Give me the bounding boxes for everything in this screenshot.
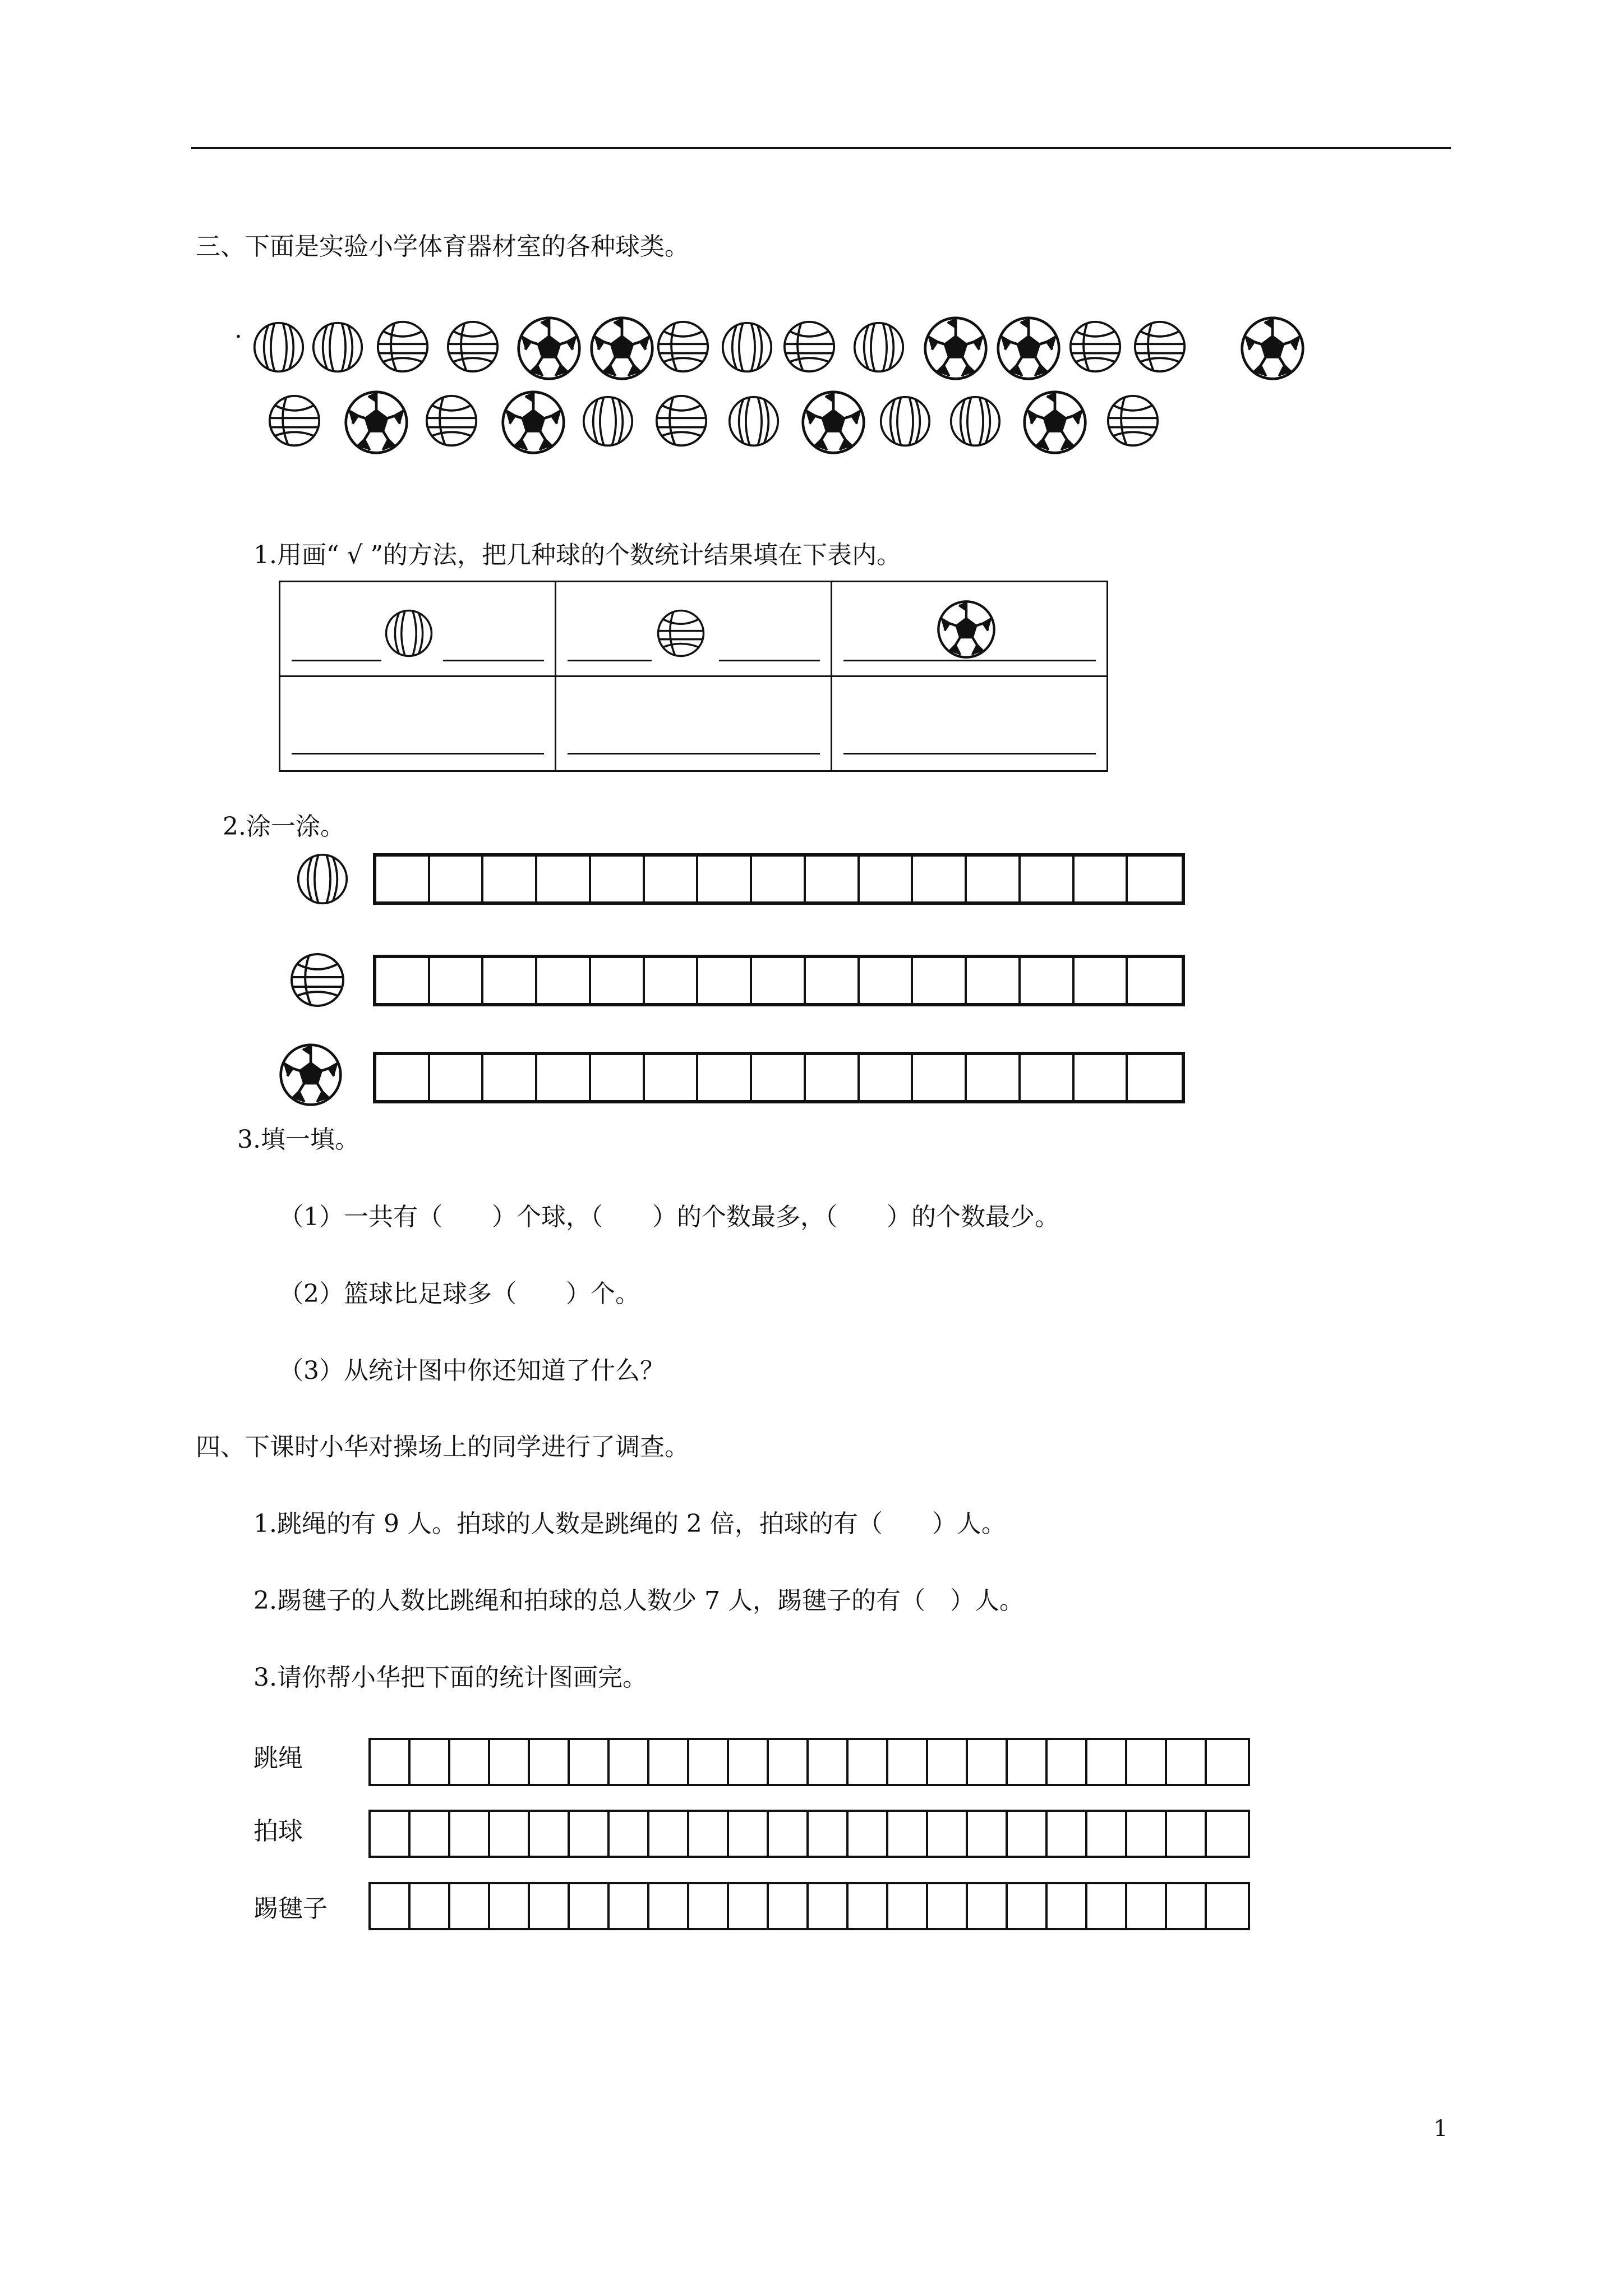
- volleyball-icon: [311, 321, 364, 374]
- grid-cell[interactable]: [806, 857, 860, 901]
- soccer-ball-icon: [1239, 315, 1306, 381]
- header-rule: [191, 147, 1451, 149]
- grid-row-ball-bouncing[interactable]: [368, 1810, 1250, 1858]
- grid-cell[interactable]: [1207, 1884, 1247, 1928]
- grid-cell[interactable]: [376, 857, 430, 901]
- grid-cell[interactable]: [967, 1055, 1021, 1100]
- grid-cell[interactable]: [1087, 1740, 1127, 1784]
- q3-2-text: （2）篮球比足球多（ ）个。: [279, 1280, 640, 1308]
- grid-cell[interactable]: [698, 1055, 752, 1100]
- grid-cell[interactable]: [1008, 1812, 1048, 1856]
- grid-cell[interactable]: [967, 857, 1021, 901]
- tally-cell-soccer[interactable]: [832, 677, 1108, 771]
- grid-cell[interactable]: [806, 1055, 860, 1100]
- grid-cell[interactable]: [1127, 1812, 1167, 1856]
- soccer-ball-icon: [589, 315, 655, 381]
- grid-cell[interactable]: [769, 1884, 809, 1928]
- grid-cell[interactable]: [1127, 1884, 1167, 1928]
- soccer-ball-icon: [995, 315, 1062, 381]
- grid-cell[interactable]: [649, 1884, 689, 1928]
- grid-cell[interactable]: [968, 1812, 1008, 1856]
- grid-cell[interactable]: [570, 1884, 610, 1928]
- grid-cell[interactable]: [769, 1740, 809, 1784]
- grid-cell[interactable]: [809, 1884, 849, 1928]
- volleyball-icon: [879, 395, 932, 448]
- grid-row-shuttlecock[interactable]: [368, 1882, 1250, 1930]
- grid-cell[interactable]: [967, 958, 1021, 1003]
- grid-cell[interactable]: [376, 958, 430, 1003]
- grid-cell[interactable]: [530, 1884, 570, 1928]
- basketball-icon: [1068, 320, 1122, 374]
- grid-cell[interactable]: [1167, 1740, 1207, 1784]
- grid-cell[interactable]: [729, 1740, 769, 1784]
- grid-cell[interactable]: [1075, 857, 1128, 901]
- volleyball-icon: [384, 609, 434, 658]
- volleyball-icon: [949, 395, 1002, 448]
- grid-cell[interactable]: [1048, 1740, 1087, 1784]
- row-label-jump-rope: 跳绳: [253, 1744, 303, 1773]
- grid-cell[interactable]: [928, 1740, 968, 1784]
- grid-cell[interactable]: [490, 1884, 530, 1928]
- grid-cell[interactable]: [1075, 1055, 1128, 1100]
- grid-cell[interactable]: [689, 1740, 729, 1784]
- q2-text: 2.涂一涂。: [223, 812, 345, 841]
- grid-cell[interactable]: [591, 958, 645, 1003]
- grid-cell[interactable]: [1021, 1055, 1075, 1100]
- volleyball-icon: [252, 321, 305, 374]
- grid-cell[interactable]: [483, 857, 537, 901]
- s4-q3-text: 3.请你帮小华把下面的统计图画完。: [253, 1663, 647, 1692]
- grid-cell[interactable]: [537, 958, 591, 1003]
- grid-cell[interactable]: [752, 1055, 806, 1100]
- grid-cell[interactable]: [411, 1812, 450, 1856]
- volleyball-icon: [721, 321, 773, 374]
- grid-cell[interactable]: [1127, 1740, 1167, 1784]
- grid-cell[interactable]: [570, 1812, 610, 1856]
- s4-q1-text: 1.跳绳的有 9 人。拍球的人数是跳绳的 2 倍，拍球的有（ ）人。: [253, 1510, 1006, 1538]
- grid-cell[interactable]: [450, 1884, 490, 1928]
- grid-cell[interactable]: [530, 1740, 570, 1784]
- basketball-icon: [1133, 320, 1187, 374]
- grid-cell[interactable]: [809, 1812, 849, 1856]
- grid-cell[interactable]: [450, 1740, 490, 1784]
- s4-q2-text: 2.踢毽子的人数比跳绳和拍球的总人数少 7 人，踢毽子的有（ ）人。: [253, 1586, 1024, 1615]
- grid-cell[interactable]: [645, 1055, 699, 1100]
- grid-cell[interactable]: [860, 1055, 914, 1100]
- soccer-ball-icon: [936, 599, 997, 660]
- grid-cell[interactable]: [570, 1740, 610, 1784]
- grid-cell[interactable]: [888, 1740, 928, 1784]
- basketball-icon: [289, 952, 345, 1008]
- grid-cell[interactable]: [411, 1884, 450, 1928]
- ball-row-2: [268, 389, 1193, 451]
- grid-cell[interactable]: [698, 958, 752, 1003]
- grid-cell[interactable]: [729, 1884, 769, 1928]
- grid-cell[interactable]: [483, 958, 537, 1003]
- grid-cell[interactable]: [849, 1740, 888, 1784]
- grid-cell[interactable]: [483, 1055, 537, 1100]
- row-label-shuttlecock: 踢毽子: [253, 1894, 328, 1923]
- grid-cell[interactable]: [860, 857, 914, 901]
- tally-cell-volleyball[interactable]: [280, 677, 556, 771]
- grid-cell[interactable]: [430, 1055, 484, 1100]
- grid-cell[interactable]: [1021, 857, 1075, 901]
- grid-cell[interactable]: [752, 857, 806, 901]
- section3-title: 三、下面是实验小学体育器材室的各种球类。: [196, 232, 689, 261]
- soccer-ball-icon: [1022, 389, 1088, 455]
- grid-cell[interactable]: [430, 857, 484, 901]
- grid-cell[interactable]: [411, 1740, 450, 1784]
- grid-cell[interactable]: [1008, 1884, 1048, 1928]
- tally-table: [279, 581, 1108, 772]
- q3-3-text: （3）从统计图中你还知道了什么？: [279, 1356, 665, 1385]
- grid-cell[interactable]: [1207, 1740, 1247, 1784]
- grid-cell[interactable]: [689, 1812, 729, 1856]
- grid-cell[interactable]: [888, 1884, 928, 1928]
- grid-cell[interactable]: [450, 1812, 490, 1856]
- grid-cell[interactable]: [430, 958, 484, 1003]
- grid-cell[interactable]: [537, 857, 591, 901]
- paint-row-basketball[interactable]: [373, 955, 1185, 1006]
- page-number: 1: [1433, 2116, 1448, 2142]
- volleyball-icon: [582, 395, 634, 448]
- grid-cell[interactable]: [913, 857, 967, 901]
- grid-cell[interactable]: [371, 1740, 411, 1784]
- basketball-icon: [782, 320, 836, 374]
- grid-cell[interactable]: [1207, 1812, 1247, 1856]
- grid-cell[interactable]: [371, 1812, 411, 1856]
- grid-cell[interactable]: [490, 1812, 530, 1856]
- grid-cell[interactable]: [1021, 958, 1075, 1003]
- volleyball-icon: [296, 853, 349, 905]
- q1-text: 1.用画“ √ ”的方法，把几种球的个数统计结果填在下表内。: [253, 541, 901, 569]
- row-label-ball-bouncing: 拍球: [253, 1817, 303, 1846]
- soccer-ball-icon: [800, 389, 866, 455]
- grid-cell[interactable]: [1048, 1884, 1087, 1928]
- grid-cell[interactable]: [729, 1812, 769, 1856]
- grid-cell[interactable]: [610, 1812, 649, 1856]
- grid-cell[interactable]: [610, 1740, 649, 1784]
- grid-cell[interactable]: [1048, 1812, 1087, 1856]
- grid-cell[interactable]: [888, 1812, 928, 1856]
- grid-cell[interactable]: [968, 1740, 1008, 1784]
- soccer-ball-icon: [923, 315, 989, 381]
- grid-cell[interactable]: [1008, 1740, 1048, 1784]
- grid-cell[interactable]: [928, 1812, 968, 1856]
- volleyball-icon: [727, 395, 780, 448]
- q3-1-text: （1）一共有（ ）个球，（ ）的个数最多，（ ）的个数最少。: [279, 1203, 1059, 1231]
- grid-cell[interactable]: [649, 1812, 689, 1856]
- grid-cell[interactable]: [610, 1884, 649, 1928]
- grid-cell[interactable]: [928, 1884, 968, 1928]
- basketball-icon: [656, 609, 706, 658]
- grid-cell[interactable]: [530, 1812, 570, 1856]
- tally-header-basketball: [556, 582, 832, 677]
- soccer-ball-icon: [343, 389, 409, 455]
- basketball-icon: [1106, 394, 1160, 448]
- section4-title: 四、下课时小华对操场上的同学进行了调查。: [196, 1433, 689, 1461]
- grid-cell[interactable]: [649, 1740, 689, 1784]
- grid-cell[interactable]: [769, 1812, 809, 1856]
- soccer-ball-icon: [516, 315, 582, 381]
- grid-cell[interactable]: [1128, 857, 1182, 901]
- volleyball-icon: [852, 321, 905, 374]
- grid-cell[interactable]: [809, 1740, 849, 1784]
- grid-cell[interactable]: [1128, 958, 1182, 1003]
- grid-cell[interactable]: [591, 857, 645, 901]
- grid-cell[interactable]: [698, 857, 752, 901]
- tally-header-volleyball: [280, 582, 556, 677]
- basketball-icon: [268, 394, 321, 448]
- grid-cell[interactable]: [1087, 1884, 1127, 1928]
- basketball-icon: [376, 320, 430, 374]
- q3-text: 3.填一填。: [237, 1125, 359, 1154]
- tally-header-soccer: [832, 582, 1108, 677]
- grid-cell[interactable]: [1087, 1812, 1127, 1856]
- grid-cell[interactable]: [913, 958, 967, 1003]
- tally-cell-basketball[interactable]: [556, 677, 832, 771]
- basketball-icon: [656, 320, 710, 374]
- grid-cell[interactable]: [591, 1055, 645, 1100]
- soccer-ball-icon: [278, 1042, 343, 1107]
- grid-cell[interactable]: [913, 1055, 967, 1100]
- grid-cell[interactable]: [376, 1055, 430, 1100]
- grid-row-jump-rope[interactable]: [368, 1738, 1250, 1786]
- grid-cell[interactable]: [752, 958, 806, 1003]
- grid-cell[interactable]: [537, 1055, 591, 1100]
- grid-cell[interactable]: [1167, 1812, 1207, 1856]
- grid-cell[interactable]: [645, 857, 699, 901]
- grid-cell[interactable]: [849, 1812, 888, 1856]
- ball-row-1: [252, 315, 1217, 377]
- grid-cell[interactable]: [371, 1884, 411, 1928]
- grid-cell[interactable]: [1167, 1884, 1207, 1928]
- grid-cell[interactable]: [860, 958, 914, 1003]
- grid-cell[interactable]: [806, 958, 860, 1003]
- basketball-icon: [425, 394, 478, 448]
- soccer-ball-icon: [500, 389, 566, 455]
- basketball-icon: [654, 394, 708, 448]
- basketball-icon: [446, 320, 500, 374]
- paint-row-volleyball[interactable]: [373, 853, 1185, 905]
- paint-row-soccer[interactable]: [373, 1052, 1185, 1103]
- grid-cell[interactable]: [689, 1884, 729, 1928]
- dot-mark: ·: [234, 323, 242, 351]
- grid-cell[interactable]: [1075, 958, 1128, 1003]
- grid-cell[interactable]: [849, 1884, 888, 1928]
- grid-cell[interactable]: [490, 1740, 530, 1784]
- grid-cell[interactable]: [1128, 1055, 1182, 1100]
- grid-cell[interactable]: [968, 1884, 1008, 1928]
- grid-cell[interactable]: [645, 958, 699, 1003]
